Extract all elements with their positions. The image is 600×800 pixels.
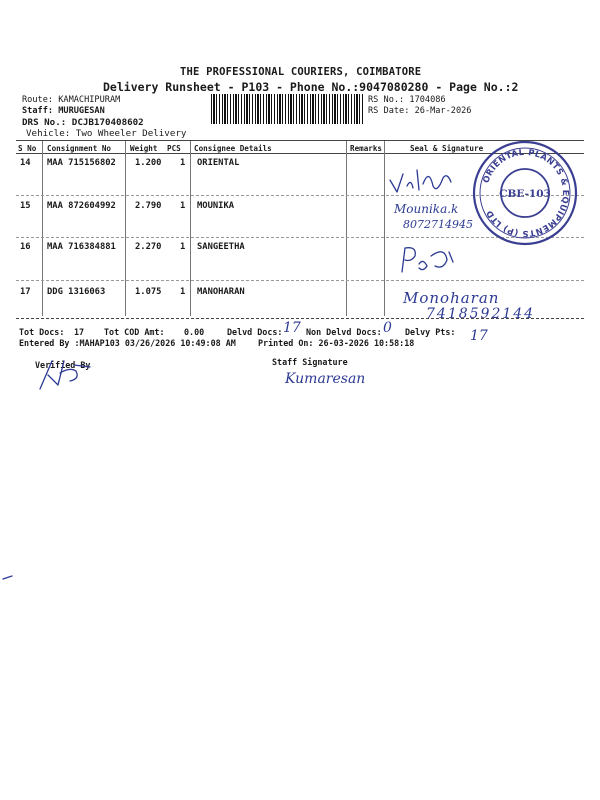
vehicle-label: Vehicle: Two Wheeler Delivery bbox=[26, 128, 187, 139]
staff-label: Staff: MURUGESAN bbox=[22, 106, 105, 116]
seal-ring-text: ORIENTAL PLANTS & EQUIPMENTS (P) LTD bbox=[480, 146, 572, 240]
staff-signature-label: Staff Signature bbox=[272, 357, 348, 367]
row16-consignment: MAA 716384881 bbox=[47, 242, 116, 252]
row17-consignee: MANOHARAN bbox=[197, 287, 245, 297]
handwritten-mounika: Mounika.k bbox=[394, 202, 459, 216]
header-sno: S No bbox=[18, 144, 37, 153]
rs-date: RS Date: 26-Mar-2026 bbox=[368, 106, 472, 116]
row-separator bbox=[16, 280, 584, 281]
col-sep-4 bbox=[346, 141, 347, 316]
non-delvd-label: Non Delvd Docs: bbox=[306, 327, 382, 337]
row16-consignee: SANGEETHA bbox=[197, 242, 245, 252]
delvy-pts-label: Delvy Pts: bbox=[405, 327, 456, 337]
row17-sno: 17 bbox=[20, 287, 31, 297]
tot-docs-value: 17 bbox=[74, 327, 85, 337]
row14-consignee: ORIENTAL bbox=[197, 158, 240, 168]
signature-verified bbox=[30, 355, 100, 395]
row15-pcs: 1 bbox=[180, 201, 186, 211]
row14-weight: 1.200 bbox=[135, 158, 162, 168]
handwritten-delvd-docs: 17 bbox=[283, 320, 301, 336]
row16-weight: 2.270 bbox=[135, 242, 162, 252]
row15-sno: 15 bbox=[20, 201, 31, 211]
verified-by-label: Verified By bbox=[35, 360, 91, 370]
row14-sno: 14 bbox=[20, 158, 31, 168]
row15-weight: 2.790 bbox=[135, 201, 162, 211]
header-weight: Weight bbox=[130, 144, 158, 153]
row15-consignee: MOUNIKA bbox=[197, 201, 235, 211]
row16-pcs: 1 bbox=[180, 242, 186, 252]
col-sep-2 bbox=[125, 141, 126, 316]
col-sep-1 bbox=[42, 141, 43, 316]
drs-number: DRS No.: DCJB170408602 bbox=[22, 117, 144, 128]
barcode bbox=[211, 94, 363, 124]
handwritten-staff-signature: Kumaresan bbox=[285, 371, 366, 387]
tot-docs-label: Tot Docs: bbox=[19, 327, 65, 337]
tot-cod-value: 0.00 bbox=[184, 327, 205, 337]
row17-weight: 1.075 bbox=[135, 287, 162, 297]
tot-cod-label: Tot COD Amt: bbox=[104, 327, 165, 337]
row17-consignment: DDG 1316063 bbox=[47, 287, 106, 297]
header-seal: Seal & Signature bbox=[410, 144, 484, 153]
company-seal bbox=[470, 138, 580, 248]
header-pcs: PCS bbox=[167, 144, 181, 153]
route-label: Route: KAMACHIPURAM bbox=[22, 95, 121, 105]
header-remarks: Remarks bbox=[350, 144, 383, 153]
handwritten-manoharan: Monoharan bbox=[403, 289, 500, 307]
col-sep-3 bbox=[190, 141, 191, 316]
header-consignee: Consignee Details bbox=[194, 144, 272, 153]
row15-consignment: MAA 872604992 bbox=[47, 201, 116, 211]
entered-by: Entered By :MAHAP103 03/26/2026 10:49:08 AM bbox=[19, 338, 236, 348]
row17-pcs: 1 bbox=[180, 287, 186, 297]
runsheet-title: Delivery Runsheet - P103 - Phone No.:9047080280 - Page No.:2 bbox=[103, 80, 519, 94]
header-consignment: Consignment No bbox=[47, 144, 112, 153]
row16-sno: 16 bbox=[20, 242, 31, 252]
printed-on: Printed On: 26-03-2026 10:58:18 bbox=[258, 338, 415, 348]
rs-number: RS No.: 1704086 bbox=[368, 95, 446, 105]
handwritten-delvy-pts: 17 bbox=[470, 328, 488, 344]
company-title: THE PROFESSIONAL COURIERS, COIMBATORE bbox=[180, 66, 422, 78]
handwritten-phone-row15: 8072714945 bbox=[403, 218, 473, 231]
seal-center-text: CBE-103 bbox=[499, 188, 551, 200]
signature-row16 bbox=[397, 242, 467, 276]
delvd-docs-label: Delvd Docs: bbox=[227, 327, 283, 337]
signature-row14 bbox=[385, 158, 465, 198]
row14-consignment: MAA 715156802 bbox=[47, 158, 116, 168]
row14-pcs: 1 bbox=[180, 158, 186, 168]
mark-left-edge bbox=[2, 574, 14, 582]
handwritten-phone-row17: 7418592144 bbox=[426, 306, 536, 322]
handwritten-non-delvd: 0 bbox=[383, 320, 392, 336]
